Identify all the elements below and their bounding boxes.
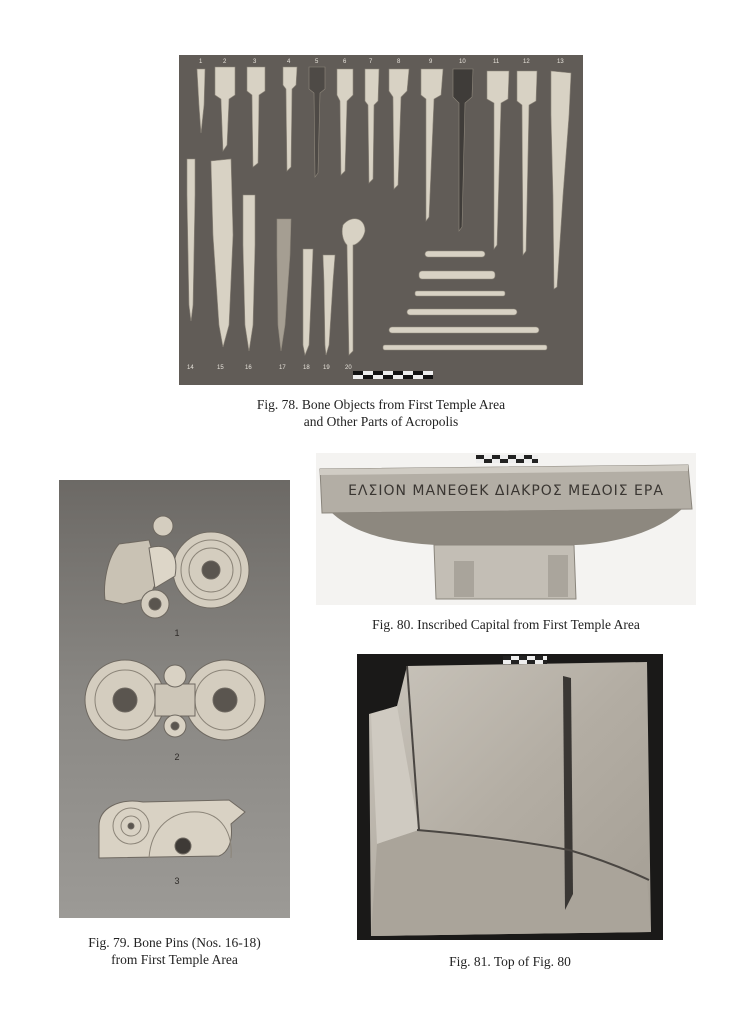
num-5: 5 xyxy=(315,59,319,65)
bone-pin-h5 xyxy=(389,327,539,333)
bone-pin-2 xyxy=(85,660,265,740)
figure-79-caption-line1: Fig. 79. Bone Pins (Nos. 16-18) xyxy=(88,935,261,950)
num-14: 14 xyxy=(187,365,194,371)
bone-pin-h1 xyxy=(425,251,485,257)
bone-pin-h6 xyxy=(383,345,547,350)
num-20: 20 xyxy=(345,365,352,371)
capital-inscription: ΕΛΣΙΟΝ ΜΑΝΕΘΕΚ ΔΙΑΚΡΟΣ ΜΕΔΟΙΣ ΕΡΑ xyxy=(348,483,664,499)
figure-80-photo xyxy=(316,453,696,605)
pin-number-3: 3 xyxy=(174,876,180,886)
bone-pin-3 xyxy=(99,800,245,858)
num-9: 9 xyxy=(429,59,433,65)
num-1: 1 xyxy=(199,59,203,65)
num-17: 17 xyxy=(279,365,286,371)
figure-80-caption xyxy=(316,616,696,633)
scale-bar xyxy=(503,656,547,664)
figure-79-photo xyxy=(59,480,290,918)
num-18: 18 xyxy=(303,365,310,371)
num-11: 11 xyxy=(493,59,500,65)
capital-top-photo xyxy=(357,654,663,940)
num-2: 2 xyxy=(223,59,227,65)
inscribed-capital-photo xyxy=(316,453,696,605)
bone-pin-h3 xyxy=(415,291,505,296)
num-10: 10 xyxy=(459,59,466,65)
bone-pin-h4 xyxy=(407,309,517,315)
bone-objects-photo xyxy=(179,55,583,385)
figure-78-photo xyxy=(179,55,583,385)
bone-pin-h2 xyxy=(419,271,495,279)
figure-79-caption xyxy=(59,934,290,968)
num-7: 7 xyxy=(369,59,373,65)
num-8: 8 xyxy=(397,59,401,65)
figure-78-caption-line2: and Other Parts of Acropolis xyxy=(303,414,459,429)
figure-81-photo xyxy=(357,654,663,940)
num-19: 19 xyxy=(323,365,330,371)
num-13: 13 xyxy=(557,59,564,65)
figure-79-caption-line2: from First Temple Area xyxy=(111,952,238,967)
num-16: 16 xyxy=(245,365,252,371)
figure-80-caption-text: Fig. 80. Inscribed Capital from First Temple Area xyxy=(372,617,640,632)
num-4: 4 xyxy=(287,59,291,65)
bone-pins-photo xyxy=(59,480,290,918)
figure-78-caption xyxy=(179,396,583,430)
num-15: 15 xyxy=(217,365,224,371)
figure-78-caption-line1: Fig. 78. Bone Objects from First Temple Area xyxy=(256,397,506,412)
num-3: 3 xyxy=(253,59,257,65)
pin-number-1: 1 xyxy=(174,628,180,638)
num-6: 6 xyxy=(343,59,347,65)
scale-bar xyxy=(476,455,538,463)
pin-number-2: 2 xyxy=(174,752,180,762)
num-12: 12 xyxy=(523,59,530,65)
figure-81-caption-text: Fig. 81. Top of Fig. 80 xyxy=(449,954,571,969)
figure-81-caption xyxy=(357,953,663,970)
scale-bar xyxy=(353,371,433,379)
